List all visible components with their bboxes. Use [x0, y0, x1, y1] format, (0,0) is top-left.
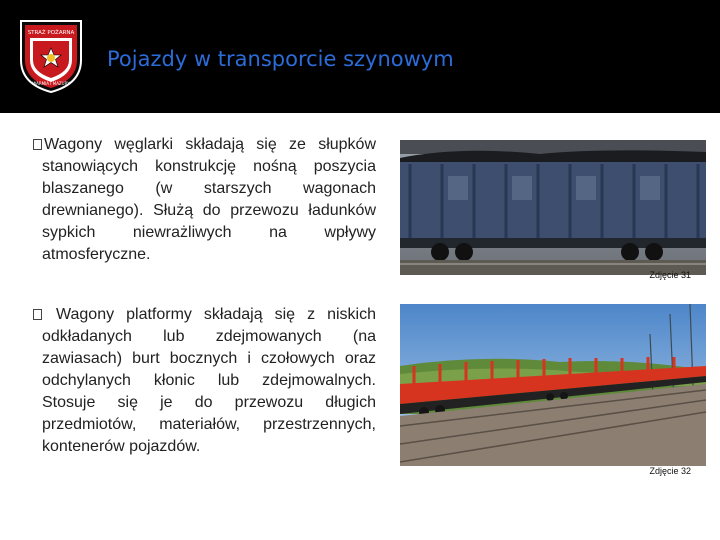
slide-title: Pojazdy w transporcie szynowym	[107, 47, 454, 71]
photo-card-coal-wagon	[385, 130, 715, 290]
photo-caption: Zdjęcie 32	[649, 466, 691, 476]
logo-text-top: STRAŻ POŻARNA	[27, 30, 75, 36]
logo-text-bottom: WARMIA I MAZURY	[32, 81, 70, 86]
checkbox-bullet-icon	[33, 139, 42, 150]
fire-brigade-logo	[18, 18, 84, 94]
paragraph-text: Wagony węglarki składają się ze słupków stanowiących konstrukcję nośną poszycia blaszanego (w starszych wagonach drewnianego). Służą do przewozu ładunków sypkich niewrażliwych na wpływy atmosferyczne.	[42, 136, 376, 263]
paragraph-coal-wagons	[33, 134, 376, 266]
slide-header	[0, 0, 720, 113]
photo-caption: Zdjęcie 31	[649, 270, 691, 280]
checkbox-bullet-icon	[33, 309, 42, 320]
flat-wagon-photo	[400, 304, 706, 466]
paragraph-text: Wagony platformy składają się z niskich odkładanych lub zdejmowanych (na zawiasach) burt bocznych i czołowych oraz odchylanych kłonic lub zdejmowalnych. Stosuje się je do przewozu długich przedmiotów, materiałów, przestrzennych, kontenerów pojazdów.	[42, 306, 376, 455]
photo-card-flat-wagon	[385, 296, 715, 486]
paragraph-flat-wagons	[33, 304, 376, 458]
coal-wagon-photo	[400, 140, 706, 275]
